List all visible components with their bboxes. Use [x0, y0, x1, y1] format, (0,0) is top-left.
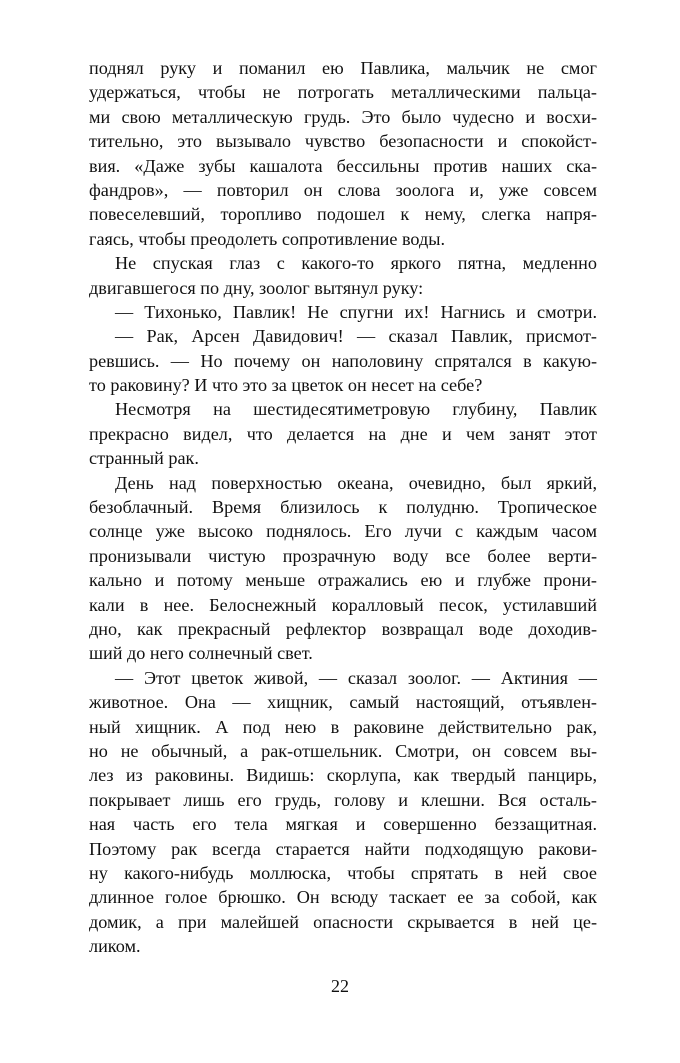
page-number: 22	[331, 976, 349, 996]
text-line: кально и потому меньше отражались ею и глубже прони-	[89, 570, 597, 591]
text-line: то раковину? И что это за цветок он несет на себе?	[89, 375, 483, 396]
text-line: фандров», — повторил он слова зоолога и, уже совсем	[89, 179, 597, 200]
text-line: кали в нее. Белоснежный коралловый песок, устилавший	[89, 594, 597, 615]
text-line: — Этот цветок живой, — сказал зоолог. — Актиния —	[115, 667, 597, 688]
text-line: — Тихонько, Павлик! Не спугни их! Нагнись и смотри.	[115, 301, 597, 322]
text-line: повеселевший, торопливо подошел к нему, слегка напря-	[89, 204, 597, 225]
text-line: покрывает лишь его грудь, голову и клешни. Вся осталь-	[89, 789, 597, 810]
text-line: — Рак, Арсен Давидович! — сказал Павлик, присмот-	[115, 326, 597, 347]
text-line: ная часть его тела мягкая и совершенно беззащитная.	[89, 814, 597, 835]
text-line: домик, а при малейшей опасности скрывается в ней це-	[89, 911, 597, 932]
text-line: ный хищник. А под нею в раковине действительно рак,	[89, 716, 597, 737]
text-line: солнце уже высоко поднялось. Его лучи с каждым часом	[89, 521, 597, 542]
text-line: пронизывали чистую прозрачную воду все более верти-	[89, 545, 597, 566]
text-line: гаясь, чтобы преодолеть сопротивление воды.	[89, 228, 446, 249]
text-line: ми свою металлическую грудь. Это было чудесно и восхи-	[89, 106, 597, 127]
text-line: двигавшегося по дну, зоолог вытянул руку:	[89, 277, 424, 298]
text-line: ну какого-нибудь моллюска, чтобы спрятать в ней свое	[89, 862, 597, 883]
text-line: дно, как прекрасный рефлектор возвращал воде доходив-	[89, 618, 597, 639]
text-line: лез из раковины. Видишь: скорлупа, как твердый панцирь,	[89, 765, 597, 786]
text-line: ревшись. — Но почему он наполовину спрятался в какую-	[89, 350, 597, 371]
text-line: Несмотря на шестидесятиметровую глубину, Павлик	[115, 399, 597, 420]
text-line: Не спуская глаз с какого-то яркого пятна, медленно	[115, 253, 597, 274]
text-line: ший до него солнечный свет.	[89, 643, 313, 664]
text-line: ликом.	[89, 936, 141, 957]
text-line: длинное голое брюшко. Он всюду таскает ее за собой, как	[89, 887, 597, 908]
text-line: тительно, это вызывало чувство безопасности и спокойст-	[89, 131, 597, 152]
text-line: но не обычный, а рак-отшельник. Смотри, он совсем вы-	[89, 740, 597, 761]
text-line: безоблачный. Время близилось к полудню. Тропическое	[89, 497, 597, 518]
text-line: прекрасно видел, что делается на дне и чем занят этот	[89, 423, 597, 444]
text-line: странный рак.	[89, 448, 199, 469]
text-line: День над поверхностью океана, очевидно, был яркий,	[115, 472, 597, 493]
text-line: животное. Она — хищник, самый настоящий, отъявлен-	[89, 692, 597, 713]
text-line: Поэтому рак всегда старается найти подходящую ракови-	[89, 838, 597, 859]
body-text	[89, 56, 597, 958]
text-line: поднял руку и поманил ею Павлика, мальчик не смог	[89, 58, 597, 78]
text-line: удержаться, чтобы не потрогать металлическими пальца-	[89, 82, 597, 103]
text-line: вия. «Даже зубы кашалота бессильны против наших ска-	[89, 155, 597, 176]
